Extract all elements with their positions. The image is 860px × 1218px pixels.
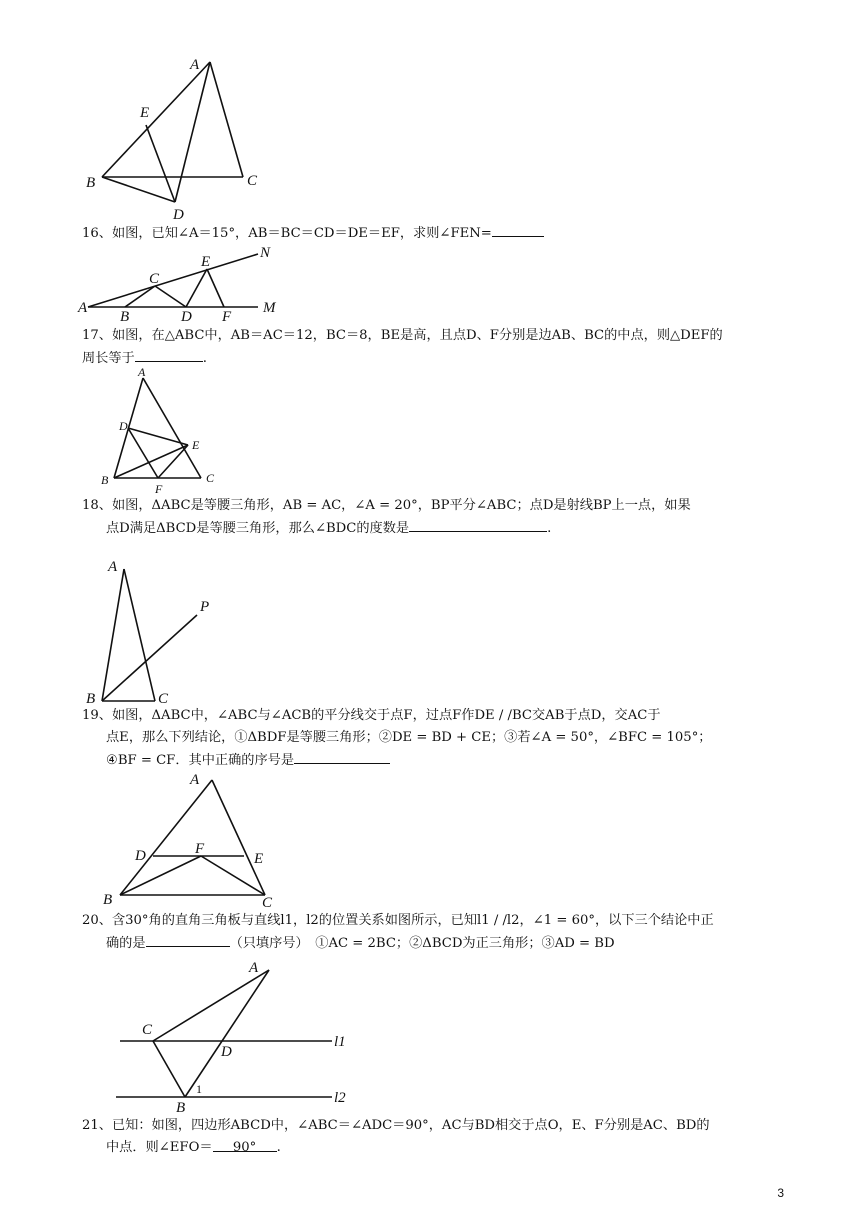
fig17-label-f: F bbox=[155, 482, 163, 496]
q21-answer-text: 90° bbox=[232, 1140, 257, 1155]
fig18-label-b: B bbox=[86, 691, 96, 707]
fig20-label-c: C bbox=[142, 1022, 153, 1038]
fig16-label-n: N bbox=[260, 245, 271, 261]
q17-end: . bbox=[202, 351, 207, 366]
q20-line1: 含30°角的直角三角板与直线l1，l2的位置关系如图所示，已知l1 / /l2，∠1 = 60°，以下三个结论中正 bbox=[111, 913, 714, 928]
fig17-label-d: D bbox=[119, 419, 128, 433]
q21-line2: 中点．则∠EFO＝ bbox=[106, 1140, 213, 1155]
fig20-label-a: A bbox=[249, 960, 259, 976]
fig18-label-p: P bbox=[200, 599, 210, 615]
q19-number: 19、 bbox=[82, 708, 112, 723]
q17-number: 17、 bbox=[82, 328, 112, 343]
q20-line2a: 确的是 bbox=[106, 936, 146, 951]
page-number: 3 bbox=[777, 1186, 784, 1200]
fig17-label-b: B bbox=[101, 473, 109, 487]
q20-answer-blank bbox=[146, 932, 230, 947]
q21-end: . bbox=[276, 1140, 281, 1155]
fig20-label-l1: l1 bbox=[334, 1034, 346, 1050]
fig16-label-c: C bbox=[149, 271, 160, 287]
q16-answer-blank bbox=[492, 222, 544, 237]
fig16-label-a: A bbox=[78, 300, 88, 316]
q17-line1: 如图，在△ABC中，AB＝AC＝12，BC＝8，BE是高，且点D、F分别是边AB、BC的中点，则△DEF的 bbox=[111, 328, 723, 343]
q18-line2: 点D满足ΔBCD是等腰三角形，那么∠BDC的度数是 bbox=[106, 521, 410, 536]
fig15-label-a: A bbox=[190, 57, 200, 73]
question-16 bbox=[82, 222, 787, 245]
fig20-label-b: B bbox=[176, 1100, 186, 1116]
fig20-label-l2: l2 bbox=[334, 1090, 346, 1106]
figure-17 bbox=[98, 362, 228, 497]
fig16-label-m: M bbox=[263, 300, 276, 316]
question-18 bbox=[82, 495, 787, 540]
q18-number: 18、 bbox=[82, 498, 112, 513]
fig15-label-d: D bbox=[173, 207, 184, 223]
q18-end: . bbox=[547, 521, 552, 536]
fig20-label-d: D bbox=[221, 1044, 232, 1060]
figure-16 bbox=[78, 244, 288, 325]
q17-answer-blank bbox=[135, 347, 203, 362]
figure-18 bbox=[82, 555, 222, 710]
fig15-label-e: E bbox=[140, 105, 150, 121]
question-20 bbox=[82, 910, 787, 955]
fig15-label-b: B bbox=[86, 175, 96, 191]
q21-line1: 已知：如图，四边形ABCD中，∠ABC＝∠ADC＝90°，AC与BD相交于点O，E、F分别是AC、BD的 bbox=[111, 1118, 710, 1133]
fig16-label-f: F bbox=[222, 309, 232, 325]
q19-answer-blank bbox=[294, 749, 390, 764]
q19-line1: 如图，ΔABC中，∠ABC与∠ACB的平分线交于点F，过点F作DE / /BC交AB于点D，交AC于 bbox=[111, 708, 661, 723]
q20-number: 20、 bbox=[82, 913, 112, 928]
fig16-label-e: E bbox=[201, 254, 211, 270]
q16-text: 如图，已知∠A＝15°，AB＝BC＝CD＝DE＝EF，求则∠FEN= bbox=[111, 226, 492, 241]
fig19-label-e: E bbox=[254, 851, 264, 867]
fig16-label-b: B bbox=[120, 309, 130, 325]
fig17-label-e: E bbox=[192, 438, 200, 452]
fig19-label-d: D bbox=[135, 848, 146, 864]
figure-20 bbox=[112, 960, 357, 1120]
q16-number: 16、 bbox=[82, 226, 112, 241]
fig16-label-d: D bbox=[181, 309, 192, 325]
figure-19 bbox=[100, 768, 285, 911]
fig19-label-f: F bbox=[195, 841, 205, 857]
fig19-label-b: B bbox=[103, 892, 113, 908]
fig20-label-angle1: 1 bbox=[196, 1082, 202, 1096]
fig19-label-a: A bbox=[190, 772, 200, 788]
fig17-label-a: A bbox=[138, 365, 146, 379]
fig19-label-c: C bbox=[262, 895, 273, 911]
q19-line2: 点E，那么下列结论，①ΔBDF是等腰三角形；②DE = BD + CE；③若∠A = 50°，∠BFC = 105°； bbox=[106, 730, 712, 745]
fig15-label-c: C bbox=[247, 173, 258, 189]
q18-answer-blank bbox=[409, 517, 547, 532]
q20-line2b: （只填序号） ①AC = 2BC；②ΔBCD为正三角形；③AD = BD bbox=[229, 936, 615, 951]
question-21 bbox=[82, 1115, 787, 1159]
figure-15 bbox=[80, 55, 270, 225]
fig18-label-a: A bbox=[108, 559, 118, 575]
q19-line3: ④BF = CF．其中正确的序号是 bbox=[106, 753, 295, 768]
q17-line2: 周长等于 bbox=[82, 351, 135, 366]
q21-number: 21、 bbox=[82, 1118, 112, 1133]
question-19 bbox=[82, 705, 787, 772]
fig17-label-c: C bbox=[206, 471, 215, 485]
q18-line1: 如图，ΔABC是等腰三角形，AB = AC，∠A = 20°，BP平分∠ABC；点D是射线BP上一点，如果 bbox=[111, 498, 691, 513]
q21-answer bbox=[213, 1137, 277, 1155]
fig18-label-c: C bbox=[158, 691, 169, 707]
